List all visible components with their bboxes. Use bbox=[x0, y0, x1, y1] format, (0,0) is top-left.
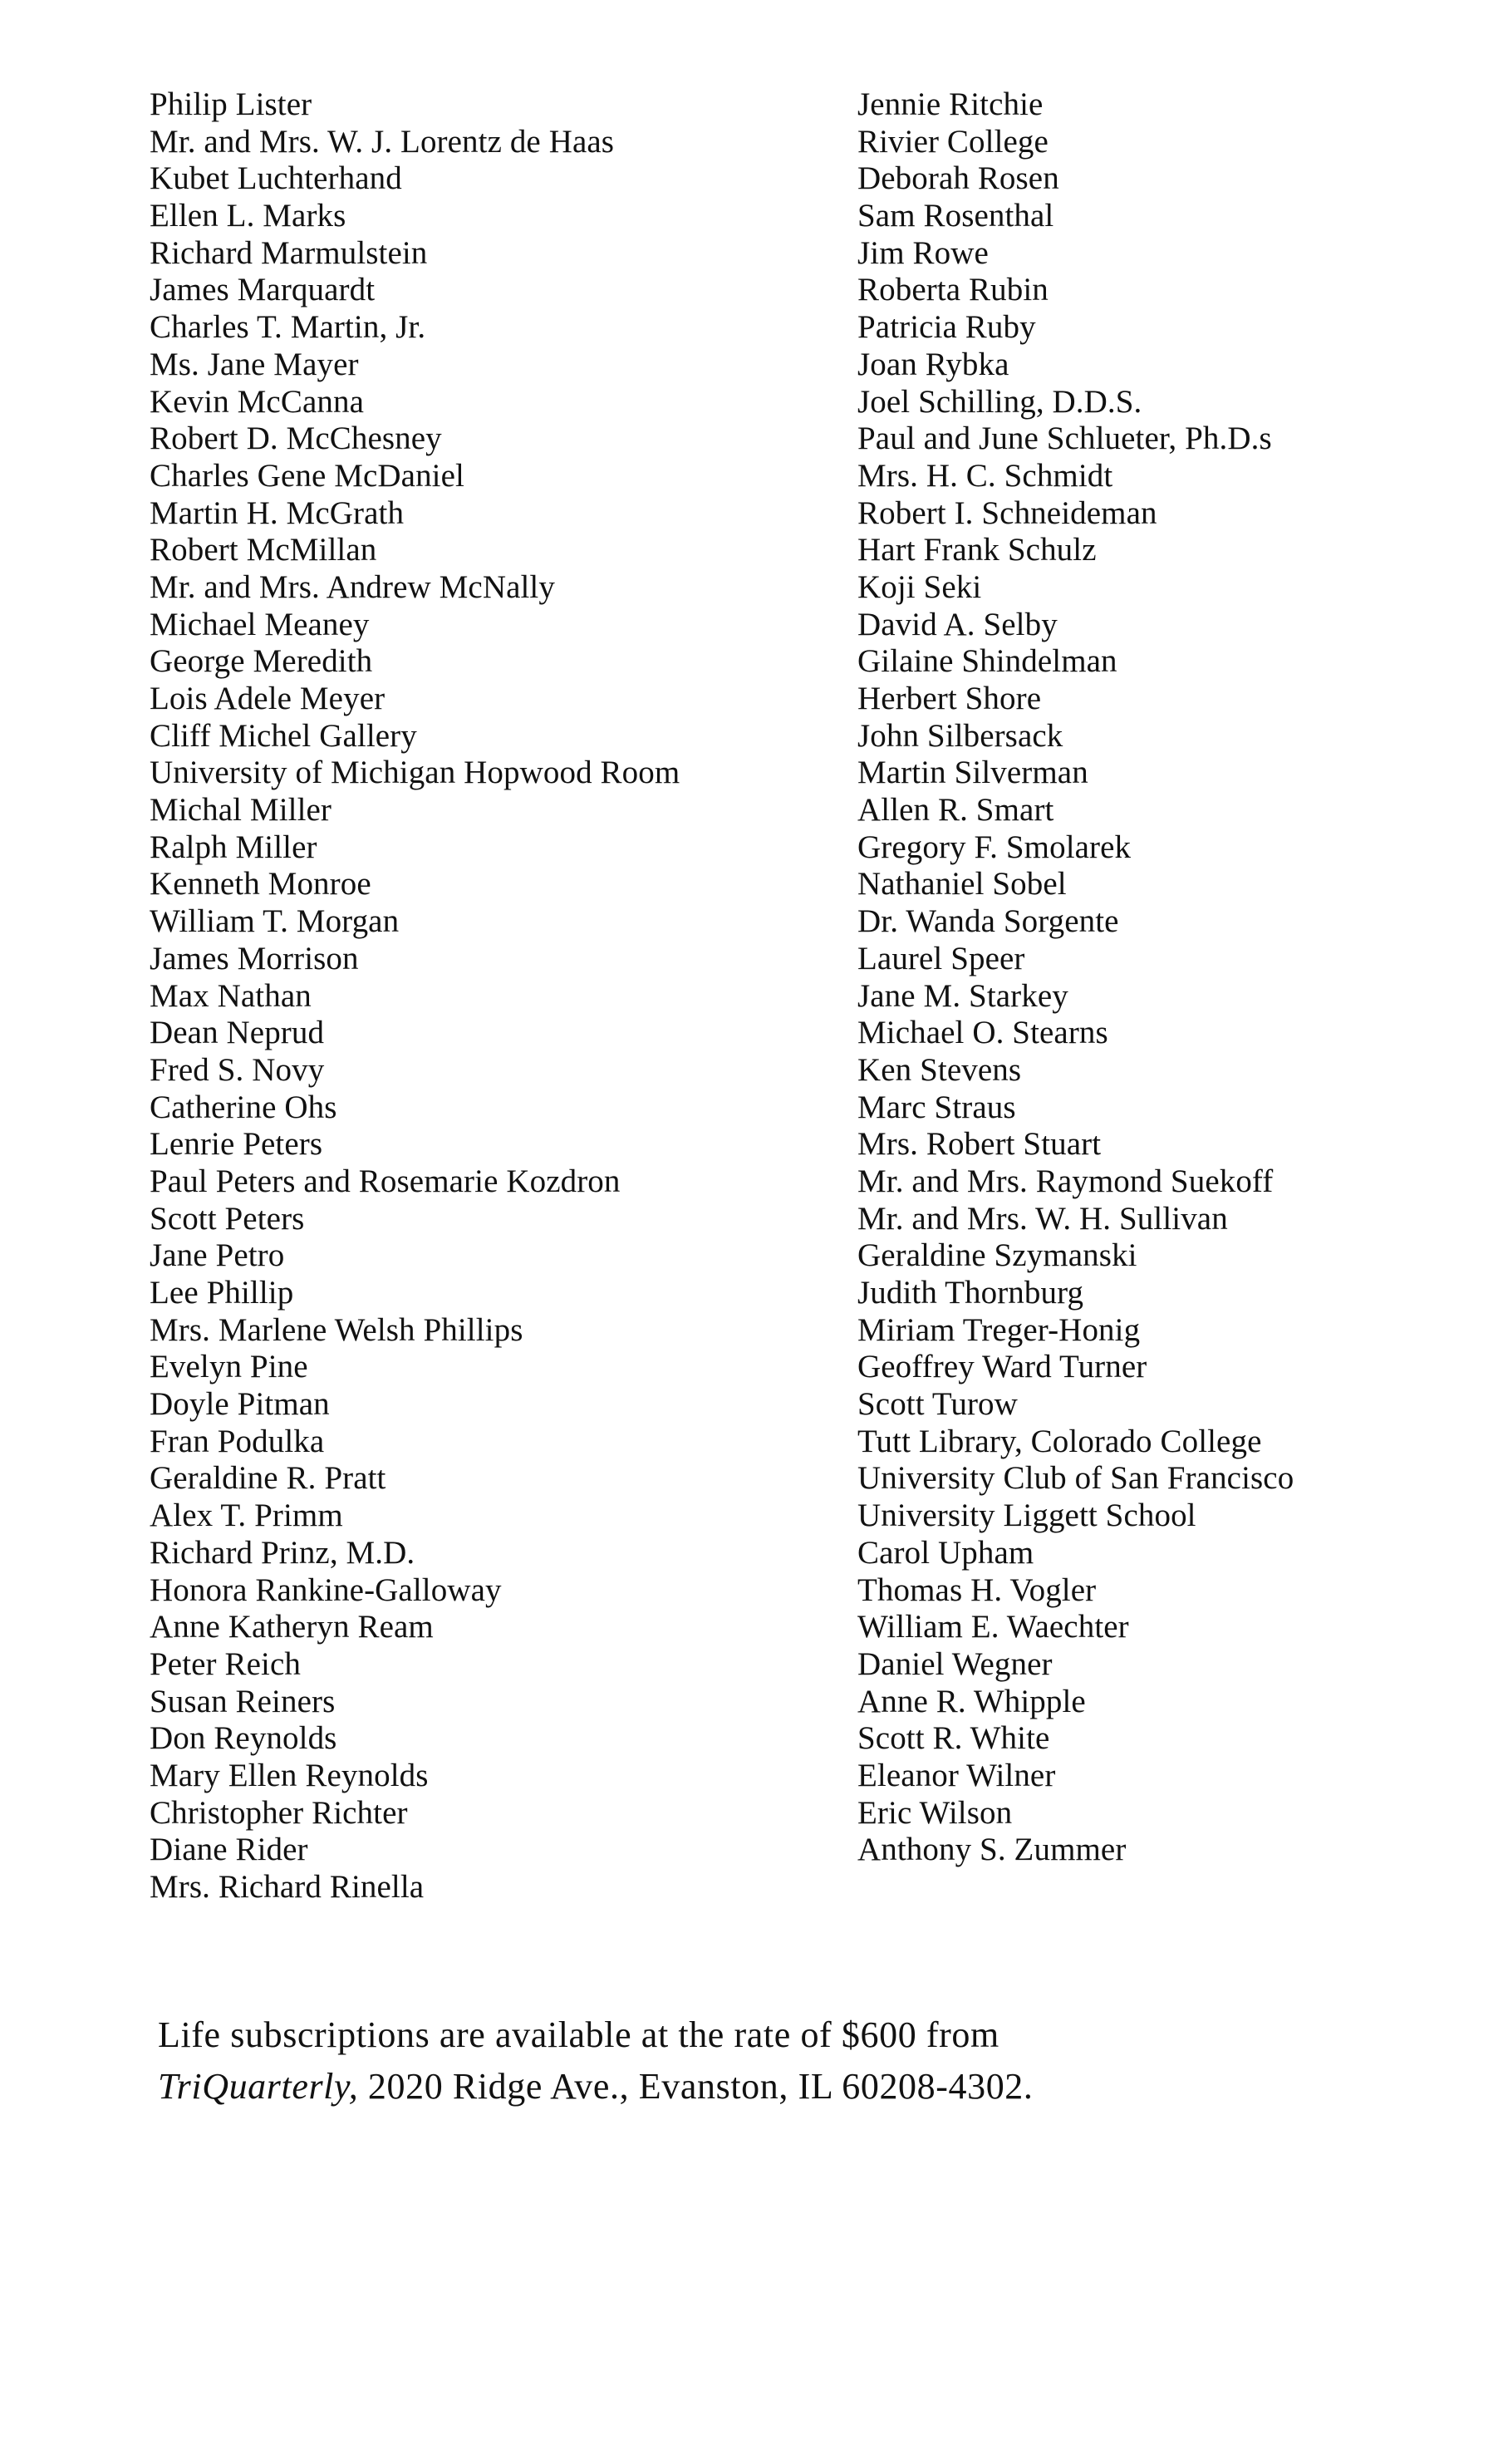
subscriber-name: Ralph Miller bbox=[150, 829, 317, 865]
subscriber-name: Ellen L. Marks bbox=[150, 198, 346, 234]
subscriber-name: Patricia Ruby bbox=[857, 309, 1036, 346]
subscriber-name: Mr. and Mrs. Andrew McNally bbox=[150, 568, 555, 605]
subscriber-name: Marc Straus bbox=[857, 1089, 1016, 1125]
subscriber-name: Mrs. Richard Rinella bbox=[150, 1869, 425, 1905]
subscriber-name: Mrs. H. C. Schmidt bbox=[857, 457, 1113, 494]
subscriber-name: Anthony S. Zummer bbox=[857, 1832, 1127, 1868]
subscription-note-line-2 bbox=[158, 2061, 1404, 2112]
subscriber-name: John Silbersack bbox=[857, 717, 1063, 754]
subscriber-name: Doyle Pitman bbox=[150, 1386, 330, 1423]
subscriber-name: Robert I. Schneideman bbox=[857, 494, 1157, 531]
subscriber-name: Kevin McCanna bbox=[150, 383, 364, 420]
subscriber-name: Mary Ellen Reynolds bbox=[150, 1757, 429, 1793]
subscriber-name: Martin Silverman bbox=[857, 755, 1088, 791]
subscription-note-line-1: Life subscriptions are available at the rate of $600 from bbox=[158, 2014, 999, 2055]
subscriber-name: Philip Lister bbox=[150, 86, 312, 122]
subscriber-name: Charles Gene McDaniel bbox=[150, 457, 464, 494]
subscriber-name: David A. Selby bbox=[857, 606, 1058, 642]
subscriber-name: Joan Rybka bbox=[857, 346, 1009, 382]
subscriber-name: Honora Rankine-Galloway bbox=[150, 1571, 502, 1608]
subscriber-name: University of Michigan Hopwood Room bbox=[150, 755, 680, 791]
subscriber-name: Mr. and Mrs. W. J. Lorentz de Haas bbox=[150, 123, 615, 160]
subscriber-name: Daniel Wegner bbox=[857, 1645, 1053, 1682]
subscriber-name: Peter Reich bbox=[150, 1645, 301, 1682]
subscriber-name: Roberta Rubin bbox=[857, 272, 1049, 308]
mailing-address: 2020 Ridge Ave., Evanston, IL 60208-4302. bbox=[358, 2066, 1034, 2107]
subscriber-name: Mr. and Mrs. W. H. Sullivan bbox=[857, 1200, 1228, 1237]
subscriber-name: Jim Rowe bbox=[857, 234, 989, 271]
subscriber-name: Ken Stevens bbox=[857, 1051, 1022, 1088]
subscriber-name: Rivier College bbox=[857, 123, 1049, 160]
subscriber-name: Susan Reiners bbox=[150, 1683, 336, 1719]
subscriber-name: Evelyn Pine bbox=[150, 1349, 308, 1385]
subscriber-name: Mrs. Marlene Welsh Phillips bbox=[150, 1311, 523, 1348]
subscriber-name: Michal Miller bbox=[150, 792, 332, 829]
subscriber-name: Charles T. Martin, Jr. bbox=[150, 309, 426, 346]
subscriber-name: Anne Katheryn Ream bbox=[150, 1609, 434, 1645]
subscriber-name: Lenrie Peters bbox=[150, 1126, 323, 1163]
subscriber-name: Mr. and Mrs. Raymond Suekoff bbox=[857, 1163, 1274, 1199]
subscriber-name: University Club of San Francisco bbox=[857, 1460, 1294, 1497]
subscriber-name: Judith Thornburg bbox=[857, 1275, 1084, 1311]
subscriber-name: Martin H. McGrath bbox=[150, 494, 405, 531]
subscriber-name: Deborah Rosen bbox=[857, 160, 1059, 197]
subscriber-list-left-column bbox=[150, 86, 847, 1906]
subscriber-name: Jennie Ritchie bbox=[857, 86, 1044, 122]
subscriber-name: Thomas H. Vogler bbox=[857, 1571, 1097, 1608]
subscriber-name: Herbert Shore bbox=[857, 681, 1042, 716]
subscriber-name: Dr. Wanda Sorgente bbox=[857, 903, 1119, 940]
subscriber-name: Alex T. Primm bbox=[150, 1498, 343, 1534]
subscriber-name: Dean Neprud bbox=[150, 1015, 325, 1051]
subscriber-name: Cliff Michel Gallery bbox=[150, 717, 417, 754]
subscriber-name: Scott R. White bbox=[857, 1720, 1050, 1757]
subscriber-name: Eric Wilson bbox=[857, 1794, 1013, 1831]
subscriber-name: Kubet Luchterhand bbox=[150, 160, 402, 197]
subscriber-name: Geraldine R. Pratt bbox=[150, 1460, 386, 1497]
subscriber-name: Geoffrey Ward Turner bbox=[857, 1349, 1147, 1385]
subscriber-name: Nathaniel Sobel bbox=[857, 866, 1067, 902]
subscriber-name: Gregory F. Smolarek bbox=[857, 829, 1132, 865]
subscriber-name: Tutt Library, Colorado College bbox=[857, 1423, 1262, 1459]
magazine-title: TriQuarterly, bbox=[158, 2066, 359, 2107]
subscriber-name: University Liggett School bbox=[857, 1498, 1196, 1534]
subscriber-name: Max Nathan bbox=[150, 977, 312, 1014]
subscriber-name: Fran Podulka bbox=[150, 1423, 325, 1459]
subscriber-name: Laurel Speer bbox=[857, 940, 1025, 976]
subscriber-name: Robert McMillan bbox=[150, 532, 377, 568]
subscriber-name: Mrs. Robert Stuart bbox=[857, 1126, 1102, 1163]
subscriber-name: Jane Petro bbox=[150, 1237, 285, 1274]
subscriber-name: William E. Waechter bbox=[857, 1609, 1129, 1645]
subscriber-name: Fred S. Novy bbox=[150, 1051, 325, 1088]
subscriber-name: Geraldine Szymanski bbox=[857, 1237, 1137, 1274]
subscriber-name: James Marquardt bbox=[150, 272, 376, 308]
subscriber-name: Anne R. Whipple bbox=[857, 1683, 1086, 1719]
subscriber-name: Hart Frank Schulz bbox=[857, 532, 1097, 568]
subscriber-name: Richard Marmulstein bbox=[150, 234, 428, 271]
subscriber-name: George Meredith bbox=[150, 643, 373, 680]
subscriber-name: Paul and June Schlueter, Ph.D.s bbox=[857, 421, 1272, 457]
subscriber-name: Carol Upham bbox=[857, 1534, 1034, 1571]
subscriber-name: Don Reynolds bbox=[150, 1720, 337, 1757]
subscriber-list-right-column bbox=[857, 86, 1456, 1869]
subscriber-name: James Morrison bbox=[150, 940, 359, 976]
subscriber-name: Michael O. Stearns bbox=[857, 1015, 1108, 1051]
subscriber-name: Michael Meaney bbox=[150, 606, 370, 642]
subscriber-name: Kenneth Monroe bbox=[150, 866, 371, 902]
subscriber-name: Gilaine Shindelman bbox=[857, 643, 1117, 680]
subscriber-name: Robert D. McChesney bbox=[150, 421, 442, 457]
subscriber-name: Scott Peters bbox=[150, 1200, 305, 1237]
subscriber-name: Christopher Richter bbox=[150, 1794, 408, 1831]
subscriber-name: Lee Phillip bbox=[150, 1275, 294, 1311]
subscriber-name: Jane M. Starkey bbox=[857, 977, 1068, 1014]
subscription-note bbox=[158, 2009, 1404, 2112]
subscriber-name: Sam Rosenthal bbox=[857, 198, 1054, 234]
subscriber-name: Lois Adele Meyer bbox=[150, 681, 386, 716]
subscriber-name: Diane Rider bbox=[150, 1832, 308, 1868]
subscriber-name: Ms. Jane Mayer bbox=[150, 346, 359, 382]
subscriber-name: Joel Schilling, D.D.S. bbox=[857, 383, 1142, 420]
subscriber-name: Koji Seki bbox=[857, 568, 982, 605]
subscriber-name: Miriam Treger-Honig bbox=[857, 1311, 1141, 1348]
subscriber-name: Richard Prinz, M.D. bbox=[150, 1534, 415, 1571]
subscriber-name: Allen R. Smart bbox=[857, 792, 1054, 829]
subscriber-name: Paul Peters and Rosemarie Kozdron bbox=[150, 1163, 621, 1199]
subscriber-name: William T. Morgan bbox=[150, 903, 400, 940]
subscriber-name: Catherine Ohs bbox=[150, 1089, 337, 1125]
subscriber-name: Eleanor Wilner bbox=[857, 1757, 1056, 1793]
subscriber-name: Scott Turow bbox=[857, 1386, 1018, 1423]
